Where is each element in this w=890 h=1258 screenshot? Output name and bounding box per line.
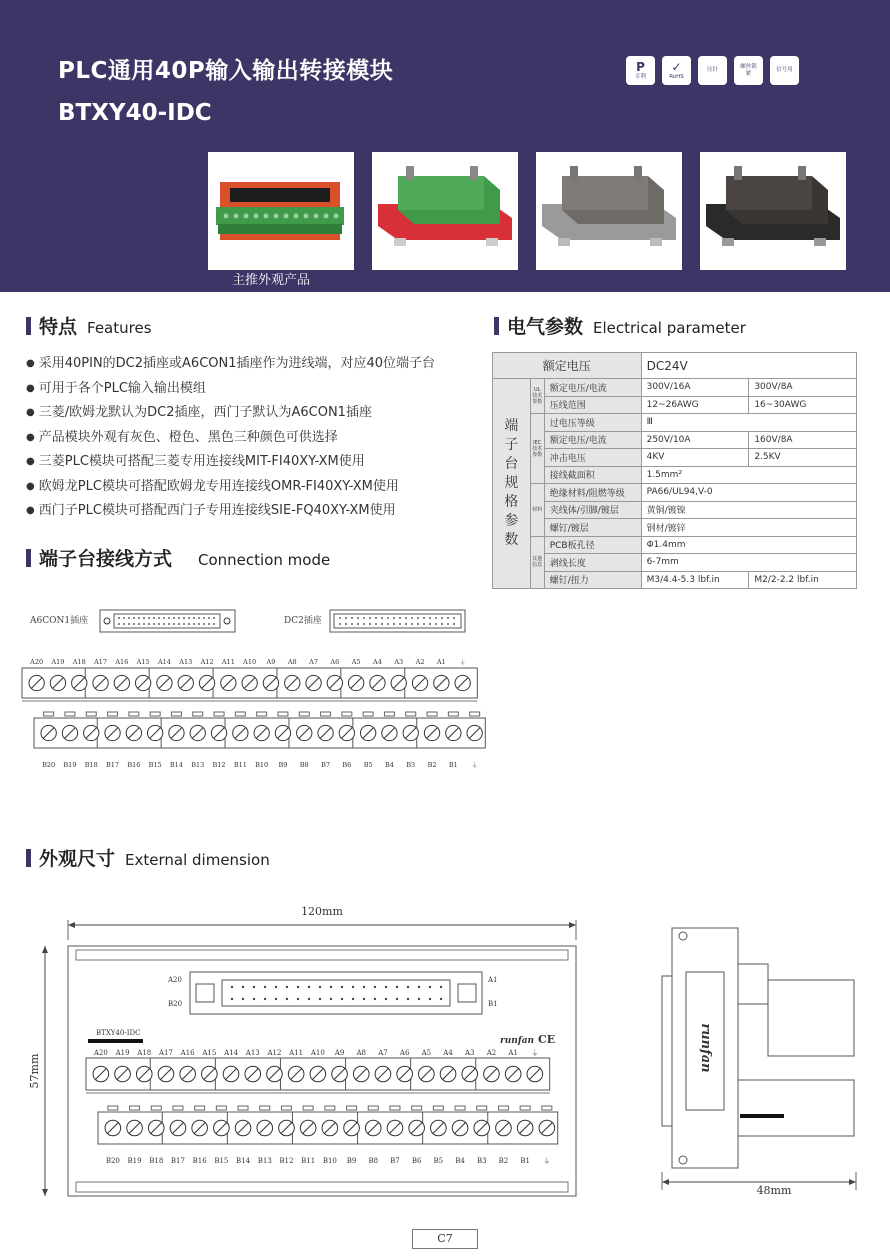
connection-diagram <box>0 600 890 780</box>
terminal-label-top: A7 <box>378 1049 388 1057</box>
terminal-label-bottom: B6 <box>342 761 352 769</box>
terminal-label-top: A1 <box>508 1049 518 1057</box>
spec-side-label: 端 子 台 规 格 参 数 <box>493 379 531 589</box>
terminal-label-bottom: B3 <box>476 1157 487 1165</box>
terminal-label-bottom: B15 <box>148 761 162 769</box>
terminal-label-bottom: B3 <box>406 761 416 769</box>
terminal-label-top: A20 <box>30 658 44 666</box>
terminal-label-bottom: B18 <box>84 761 98 769</box>
terminal-label-top: A7 <box>309 658 318 666</box>
a6con1-label: A6CON1插座 <box>30 616 89 626</box>
terminal-label-top: A8 <box>356 1049 367 1057</box>
patent-icon: P <box>636 59 645 74</box>
terminal-label-top: A16 <box>115 658 129 666</box>
table-row: 压线范围 12~26AWG 16~30AWG <box>493 396 857 414</box>
terminal-label-top: A12 <box>200 658 214 666</box>
product-photo-orange <box>208 152 354 270</box>
terminal-label-top: A15 <box>202 1049 217 1057</box>
brand-logo: runfan <box>500 1036 535 1046</box>
terminal-label-bottom: B10 <box>255 761 269 769</box>
page-number: C7 <box>412 1229 478 1249</box>
product-photo-gray <box>536 152 682 270</box>
heading-bar <box>26 317 31 335</box>
terminal-label-bottom: B2 <box>427 761 437 769</box>
features-list <box>26 352 435 524</box>
terminal-label-top: A14 <box>224 1049 239 1057</box>
page-title: PLC通用40P输入输出转接模块 <box>58 58 394 84</box>
side-view-drawing <box>662 928 854 1168</box>
terminal-label-top: A6 <box>399 1049 410 1057</box>
table-row: IEC技术参数 过电压等级 Ⅲ <box>493 414 857 432</box>
screw-badge: 螺丝锁紧 <box>734 56 763 85</box>
certification-badges <box>626 56 799 85</box>
terminal-label-bottom: B7 <box>321 761 331 769</box>
terminal-label-top: A15 <box>136 658 150 666</box>
table-row: 夹线体/引脚/镀层 黄铜/镀镍 <box>493 501 857 519</box>
dimension-drawing <box>0 880 890 1210</box>
terminal-label-bottom: B20 <box>105 1157 120 1165</box>
terminal-label-bottom: B10 <box>322 1157 337 1165</box>
terminal-label-top: A20 <box>93 1049 108 1057</box>
terminal-label-top: A5 <box>351 658 361 666</box>
terminal-label-bottom: B15 <box>214 1157 229 1165</box>
check-icon: ✓ <box>671 59 682 74</box>
terminal-label-top: A9 <box>334 1049 345 1057</box>
list-item: ● 采用40PIN的DC2插座或A6CON1插座作为进线端，对应40位端子台 <box>26 352 435 377</box>
terminal-label-bottom: B14 <box>236 1157 251 1165</box>
ce-mark: CE <box>538 1033 556 1046</box>
terminal-label-top: A17 <box>94 658 108 666</box>
rohs-badge: ✓ RoHS <box>662 56 691 85</box>
terminal-label-top: A19 <box>115 1049 130 1057</box>
header-b1: B1 <box>488 1000 498 1008</box>
terminal-label-top: ⏚ <box>531 1049 539 1057</box>
terminal-label-bottom: B6 <box>411 1157 422 1165</box>
list-item: ● 三菱PLC模块可搭配三菱专用连接线MIT-FI40XY-XM使用 <box>26 450 435 475</box>
table-row: 额定电压/电流 250V/10A 160V/8A <box>493 431 857 449</box>
crimp-badge: 压针 <box>698 56 727 85</box>
electrical-table <box>492 352 857 589</box>
terminal-label-bottom: B11 <box>233 761 247 769</box>
terminal-label-top: ⏚ <box>459 658 466 666</box>
terminal-label-bottom: B16 <box>127 761 141 769</box>
terminal-label-bottom: B13 <box>191 761 205 769</box>
width-label: 120mm <box>301 905 343 918</box>
a6con1-connector-icon <box>100 610 235 632</box>
terminal-label-top: A14 <box>157 658 171 666</box>
terminal-label-bottom: B2 <box>498 1157 509 1165</box>
terminal-label-top: A2 <box>415 658 425 666</box>
terminal-label-bottom: B11 <box>301 1157 316 1165</box>
terminal-label-top: A3 <box>394 658 404 666</box>
terminal-label-bottom: ⏚ <box>543 1157 551 1165</box>
terminal-label-bottom: B19 <box>127 1157 142 1165</box>
terminal-label-top: A8 <box>287 658 297 666</box>
side-brand-logo: runfan <box>698 1023 713 1073</box>
terminal-label-top: A12 <box>267 1049 282 1057</box>
terminal-label-bottom: B19 <box>63 761 77 769</box>
product-photo-red <box>372 152 518 270</box>
list-item: ● 西门子PLC模块可搭配西门子专用连接线SIE-FQ40XY-XM使用 <box>26 499 435 524</box>
heading-bar <box>26 849 31 867</box>
terminal-label-bottom: B12 <box>212 761 226 769</box>
depth-label: 48mm <box>756 1184 792 1197</box>
terminal-label-bottom: B13 <box>257 1157 272 1165</box>
terminal-label-top: A5 <box>421 1049 432 1057</box>
header-a20: A20 <box>168 976 182 984</box>
dc2-connector-icon <box>330 610 465 632</box>
patent-badge: P 专利 <box>626 56 655 85</box>
terminal-label-top: A19 <box>51 658 65 666</box>
terminal-label-top: A10 <box>243 658 257 666</box>
table-row: 端 子 台 规 格 参 数 UL技术参数 额定电压/电流 300V/16A 300V/8A <box>493 379 857 397</box>
terminal-label-top: A18 <box>137 1049 152 1057</box>
terminal-label-top: A18 <box>72 658 86 666</box>
terminal-label-bottom: B20 <box>42 761 56 769</box>
table-row: 其他信息 PCB板孔径 Φ1.4mm <box>493 536 857 554</box>
terminal-label-bottom: B9 <box>346 1157 357 1165</box>
terminal-label-bottom: B5 <box>363 761 373 769</box>
product-photos <box>208 152 846 270</box>
terminal-label-bottom: B1 <box>448 761 458 769</box>
terminal-label-bottom: B17 <box>106 761 120 769</box>
terminal-label-top: A16 <box>180 1049 195 1057</box>
terminal-label-top: A6 <box>330 658 340 666</box>
terminal-label-bottom: B16 <box>192 1157 207 1165</box>
header-b20: B20 <box>168 1000 183 1008</box>
table-row: 接线截面积 1.5mm² <box>493 466 857 484</box>
table-row: 额定电压 DC24V <box>493 353 857 379</box>
terminal-label-bottom: B5 <box>433 1157 444 1165</box>
terminal-label-bottom: B4 <box>384 761 394 769</box>
terminal-label-bottom: B18 <box>149 1157 164 1165</box>
terminal-label-top: A17 <box>158 1049 173 1057</box>
terminal-label-top: A10 <box>310 1049 325 1057</box>
table-row: 螺钉/扭力 M3/4.4-5.3 lbf.in M2/2-2.2 lbf.in <box>493 571 857 589</box>
header-a1: A1 <box>488 976 498 984</box>
model-number: BTXY40-IDC <box>58 100 212 126</box>
terminal-label-bottom: B8 <box>299 761 309 769</box>
dc2-label: DC2插座 <box>284 616 322 626</box>
dimension-heading: 外观尺寸 External dimension <box>26 844 270 871</box>
product-photo-black <box>700 152 846 270</box>
terminal-label-top: A9 <box>266 658 276 666</box>
terminal-label-top: A13 <box>245 1049 260 1057</box>
heading-bar <box>494 317 499 335</box>
table-row: 材料 绝缘材料/阻燃等级 PA66/UL94,V-0 <box>493 484 857 502</box>
terminal-label-top: A3 <box>464 1049 475 1057</box>
terminal-label-bottom: B9 <box>278 761 288 769</box>
electrical-heading: 电气参数 Electrical parameter <box>494 312 746 339</box>
terminal-label-bottom: B12 <box>279 1157 294 1165</box>
list-item: ● 产品模块外观有灰色、橙色、黑色三种颜色可供选择 <box>26 426 435 451</box>
terminal-label-bottom: ⏚ <box>471 761 478 769</box>
terminal-label-bottom: B1 <box>520 1157 530 1165</box>
photo-caption: 主推外观产品 <box>208 270 334 292</box>
terminal-label-bottom: B7 <box>390 1157 400 1165</box>
header-banner <box>0 0 890 292</box>
model-label: BTXY40-IDC <box>96 1029 141 1037</box>
terminal-label-top: A4 <box>373 658 382 666</box>
table-row: 冲击电压 4KV 2.5KV <box>493 449 857 467</box>
terminal-label-top: A4 <box>443 1049 453 1057</box>
table-row: 螺钉/镀层 钢材/镀锌 <box>493 519 857 537</box>
heading-bar <box>26 549 31 567</box>
table-row: 剥线长度 6-7mm <box>493 554 857 572</box>
list-item: ● 三菱/欧姆龙默认为DC2插座，西门子默认为A6CON1插座 <box>26 401 435 426</box>
features-heading: 特点 Features <box>26 312 152 339</box>
terminal-label-bottom: B14 <box>169 761 183 769</box>
terminal-label-bottom: B8 <box>368 1157 379 1165</box>
terminal-label-top: A2 <box>486 1049 497 1057</box>
list-item: ● 可用于各个PLC输入输出模组 <box>26 377 435 402</box>
signal-badge: 信号用 <box>770 56 799 85</box>
terminal-label-top: A1 <box>436 658 446 666</box>
list-item: ● 欧姆龙PLC模块可搭配欧姆龙专用连接线OMR-FI40XY-XM使用 <box>26 475 435 500</box>
terminal-label-top: A11 <box>221 658 235 666</box>
terminal-label-bottom: B4 <box>455 1157 465 1165</box>
terminal-label-top: A13 <box>179 658 193 666</box>
terminal-label-top: A11 <box>289 1049 304 1057</box>
height-label: 57mm <box>28 1053 41 1089</box>
terminal-label-bottom: B17 <box>170 1157 185 1165</box>
connection-heading: 端子台接线方式 Connection mode <box>26 544 330 571</box>
